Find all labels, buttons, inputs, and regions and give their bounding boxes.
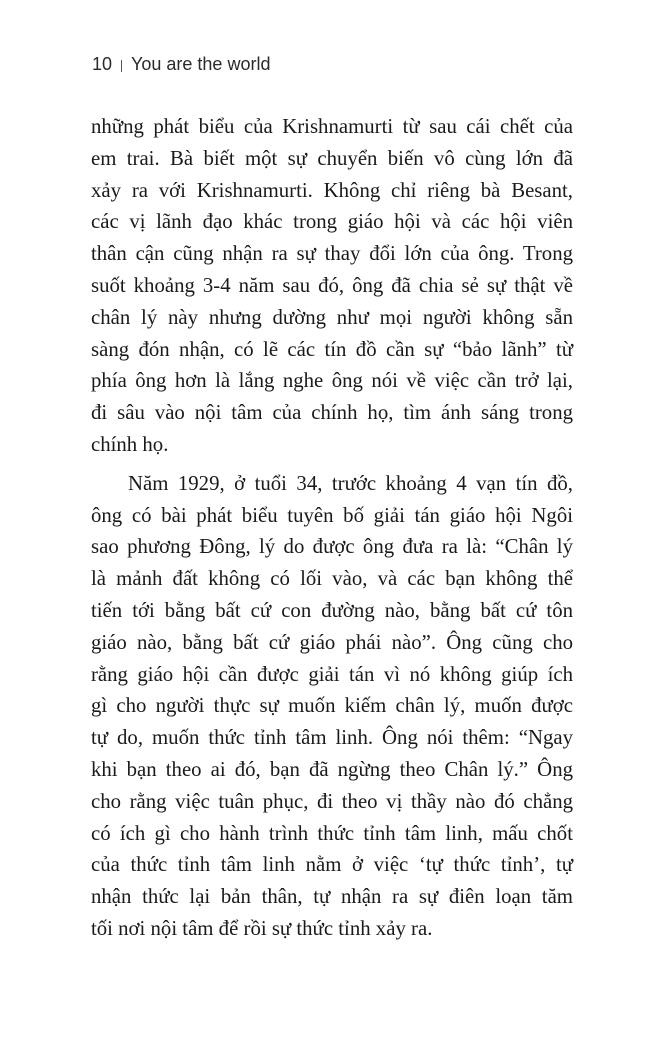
text-line: suốt khoảng 3-4 năm sau đó, ông đã chia sẻ sự thật về: [91, 273, 573, 297]
text-line: khi bạn theo ai đó, bạn đã ngừng theo Chân lý.” Ông: [91, 757, 573, 781]
text-line: rằng giáo hội cần được giải tán vì nó không giúp ích: [91, 662, 573, 686]
text-line: giáo nào, bằng bất cứ giáo phái nào”. Ông cũng cho: [91, 630, 573, 654]
text-line: ông có bài phát biểu tuyên bố giải tán giáo hội Ngôi: [91, 503, 573, 527]
text-line: nhận thức lại bản thân, tự nhận ra sự điên loạn tăm: [91, 885, 573, 909]
book-title: You are the world: [131, 54, 271, 74]
text-line: em trai. Bà biết một sự chuyển biến vô cùng lớn đã: [91, 146, 573, 170]
text-line: xảy ra với Krishnamurti. Không chỉ riêng bà Besant,: [91, 178, 573, 202]
text-line: thân cận cũng nhận ra sự thay đổi lớn của ông. Trong: [91, 242, 573, 266]
running-header: [92, 54, 270, 75]
paragraph-2: [91, 468, 573, 945]
text-line: cho rằng việc tuân phục, đi theo vị thầy nào đó chẳng: [91, 789, 573, 813]
text-line: tiến tới bằng bất cứ con đường nào, bằng bất cứ tôn: [91, 598, 573, 622]
page-number: 10: [92, 54, 113, 74]
text-line: các vị lãnh đạo khác trong giáo hội và các hội viên: [91, 210, 573, 234]
text-line: sàng đón nhận, có lẽ các tín đồ cần sự “bảo lãnh” từ: [91, 337, 573, 361]
text-line: chân lý này nhưng dường như mọi người không sẵn: [91, 305, 573, 329]
text-line: tự do, muốn thức tỉnh tâm linh. Ông nói thêm: “Ngay: [91, 726, 573, 750]
text-line: chính họ.: [91, 432, 169, 456]
text-line: gì cho người thực sự muốn kiếm chân lý, muốn được: [91, 694, 573, 718]
text-line: là mảnh đất không có lối vào, và các bạn không thể: [91, 567, 573, 591]
text-line: Năm 1929, ở tuổi 34, trước khoảng 4 vạn tín đồ,: [128, 471, 573, 495]
text-line: đi sâu vào nội tâm của chính họ, tìm ánh sáng trong: [91, 401, 573, 425]
text-line: có ích gì cho hành trình thức tỉnh tâm linh, mấu chốt: [91, 821, 573, 845]
text-line: những phát biểu của Krishnamurti từ sau cái chết của: [91, 115, 573, 138]
text-line: sao phương Đông, lý do được ông đưa ra là: “Chân lý: [91, 535, 573, 559]
text-line: phía ông hơn là lắng nghe ông nói về việc cần trở lại,: [91, 369, 573, 393]
paragraph-1: [91, 111, 573, 461]
text-line: của thức tỉnh tâm linh nằm ở việc ‘tự thức tỉnh’, tự: [91, 853, 573, 877]
text-line: tối nơi nội tâm để rồi sự thức tỉnh xảy ra.: [91, 916, 433, 940]
body-text: [91, 111, 573, 945]
header-separator: [121, 60, 122, 72]
